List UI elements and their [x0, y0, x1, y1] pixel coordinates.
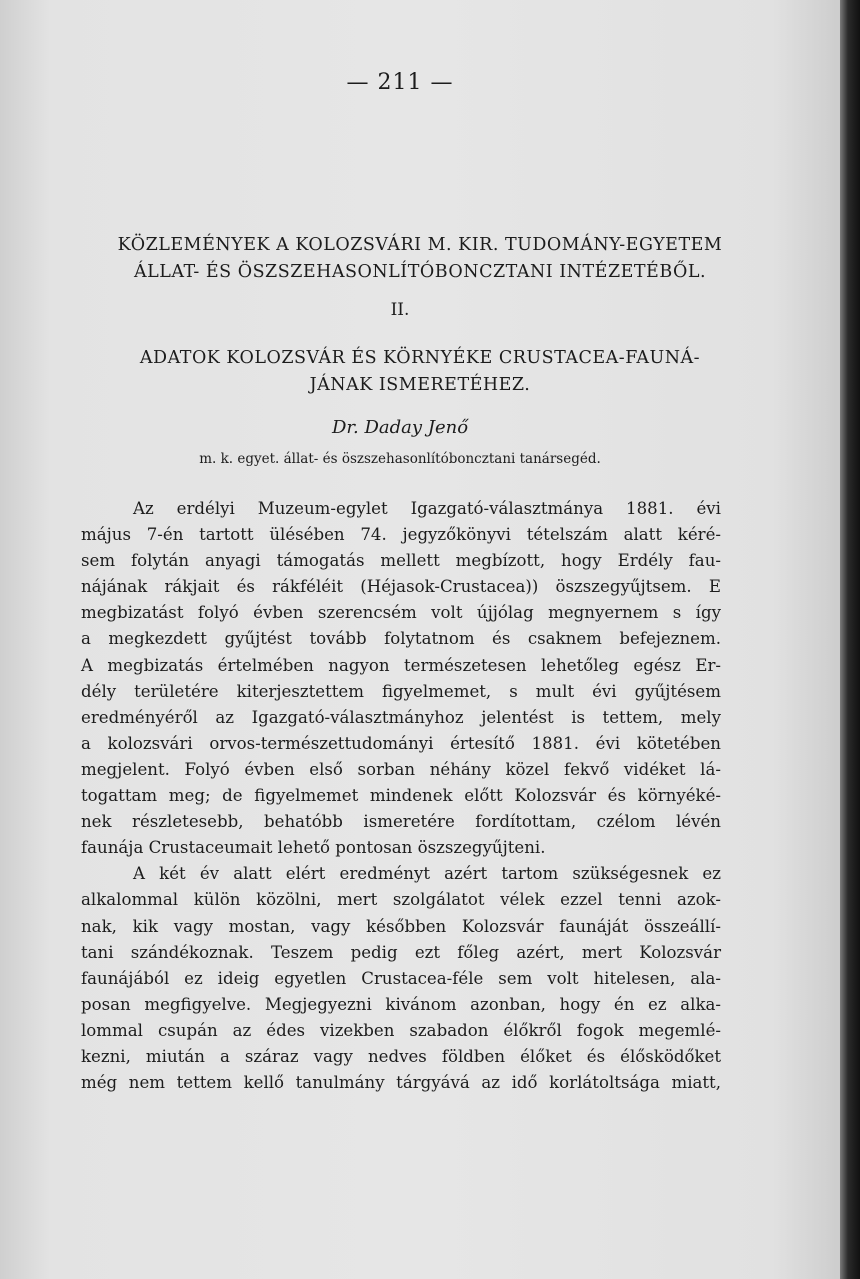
body-line: kezni, miután a száraz vagy nedves földben élőket és élősködőket [81, 1046, 721, 1066]
body-line: nak, kik vagy mostan, vagy későbben Kolozsvár faunáját összeállí- [81, 916, 721, 936]
body-line: posan megfigyelve. Megjegyezni kivánom azonban, hogy én ez alka- [81, 994, 721, 1014]
body-line: a megkezdett gyűjtést tovább folytatnom és csaknem befejeznem. [81, 629, 721, 649]
article-title [60, 345, 780, 399]
body-line: tani szándékoznak. Teszem pedig ezt főleg azért, mert Kolozsvár [81, 942, 721, 962]
body-line: eredményéről az Igazgató-választmányhoz jelentést is tettem, mely [81, 707, 721, 727]
body-line: még nem tettem kellő tanulmány tárgyává az idő korlátoltsága miatt, [81, 1073, 721, 1093]
body-line: nek részletesebb, behatóbb ismeretére fordítottam, czélom lévén [81, 812, 721, 832]
body-line: megbizatást folyó évben szerencsém volt újjólag megnyernem s így [81, 603, 721, 623]
body-line: lommal csupán az édes vizekben szabadon élőkről fogok megemlé- [81, 1020, 721, 1040]
body-text [81, 496, 721, 1096]
body-line: sem folytán anyagi támogatás mellett megbízott, hogy Erdély fau- [81, 551, 721, 571]
body-line: a kolozsvári orvos-természettudományi értesítő 1881. évi kötetében [81, 733, 721, 753]
book-spine-shadow [840, 0, 860, 1279]
body-line: faunája Crustaceumait lehető pontosan öszszegyűjteni. [81, 838, 546, 858]
author-name: Dr. Daday Jenő [331, 417, 469, 438]
body-line: megjelent. Folyó évben első sorban néhány közel fekvő vidéket lá- [81, 759, 721, 779]
body-line: togattam meg; de figyelmemet mindenek előtt Kolozsvár és környéké- [81, 786, 721, 806]
body-line: május 7-én tartott ülésében 74. jegyzőkönyvi tételszám alatt kéré- [81, 525, 721, 545]
author-affiliation: m. k. egyet. állat- és öszszehasonlítóboncztani tanársegéd. [199, 451, 601, 467]
body-line: A két év alatt elért eredményt azért tartom szükségesnek ez [133, 864, 721, 884]
body-line: Az erdélyi Muzeum-egylet Igazgató-választmánya 1881. évi [133, 499, 721, 518]
page-number: — 211 — [346, 70, 454, 95]
body-line: nájának rákjait és rákféléit (Héjasok-Crustacea)) öszszegyűjtsem. E [81, 577, 721, 597]
article-title-line-2: JÁNAK ISMERETÉHEZ. [309, 375, 531, 395]
section-number: II. [390, 300, 410, 320]
body-line: alkalommal külön közölni, mert szolgálatot vélek ezzel tenni azok- [81, 890, 721, 910]
article-title-line-1: ADATOK KOLOZSVÁR ÉS KÖRNYÉKE CRUSTACEA-FAUNÁ- [139, 348, 701, 368]
body-line: faunájából ez ideig egyetlen Crustacea-féle sem volt hitelesen, ala- [81, 968, 721, 988]
series-heading-line-1: KÖZLEMÉNYEK A KOLOZSVÁRI M. KIR. TUDOMÁNY-EGYETEM [117, 235, 723, 255]
series-heading [60, 232, 780, 286]
body-line: dély területére kiterjesztettem figyelmemet, s mult évi gyűjtésem [81, 681, 721, 701]
body-line: A megbizatás értelmében nagyon természetesen lehetőleg egész Er- [81, 655, 721, 675]
series-heading-line-2: ÁLLAT- ÉS ÖSZSZEHASONLÍTÓBONCZTANI INTÉZETÉBŐL. [133, 262, 707, 282]
